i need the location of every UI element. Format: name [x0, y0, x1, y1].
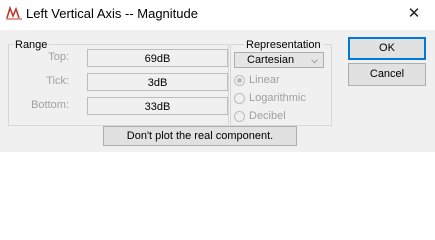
radio-decibel-label: Decibel: [249, 110, 286, 122]
dialog-body: [0, 30, 435, 152]
bottom-input[interactable]: 33dB: [87, 97, 228, 115]
radio-decibel[interactable]: [234, 108, 286, 124]
tick-label: Tick:: [46, 75, 69, 87]
cancel-button[interactable]: Cancel: [348, 63, 426, 86]
close-icon[interactable]: ✕: [407, 5, 421, 22]
top-label: Top:: [48, 51, 69, 63]
radio-linear-button[interactable]: [234, 75, 245, 86]
representation-heading: Representation: [246, 39, 321, 51]
range-heading: Range: [15, 39, 48, 51]
plot-real-component-button[interactable]: Don't plot the real component.: [103, 126, 297, 146]
top-input[interactable]: 69dB: [87, 49, 228, 67]
window-title: Left Vertical Axis -- Magnitude: [26, 6, 198, 21]
radio-logarithmic-label: Logarithmic: [249, 92, 306, 104]
radio-linear[interactable]: [234, 72, 280, 88]
radio-decibel-button[interactable]: [234, 111, 245, 122]
waveform-app-icon: [6, 6, 22, 20]
bottom-label: Bottom:: [31, 99, 69, 111]
radio-logarithmic[interactable]: [234, 90, 306, 106]
chevron-down-icon: ⌵: [311, 55, 318, 65]
radio-logarithmic-button[interactable]: [234, 93, 245, 104]
ok-button[interactable]: OK: [348, 37, 426, 60]
tick-input[interactable]: 3dB: [87, 73, 228, 91]
range-group: [8, 44, 229, 126]
representation-select-value: Cartesian: [247, 54, 295, 66]
radio-linear-label: Linear: [249, 74, 280, 86]
title-bar: [0, 0, 435, 30]
representation-select[interactable]: [234, 52, 324, 68]
